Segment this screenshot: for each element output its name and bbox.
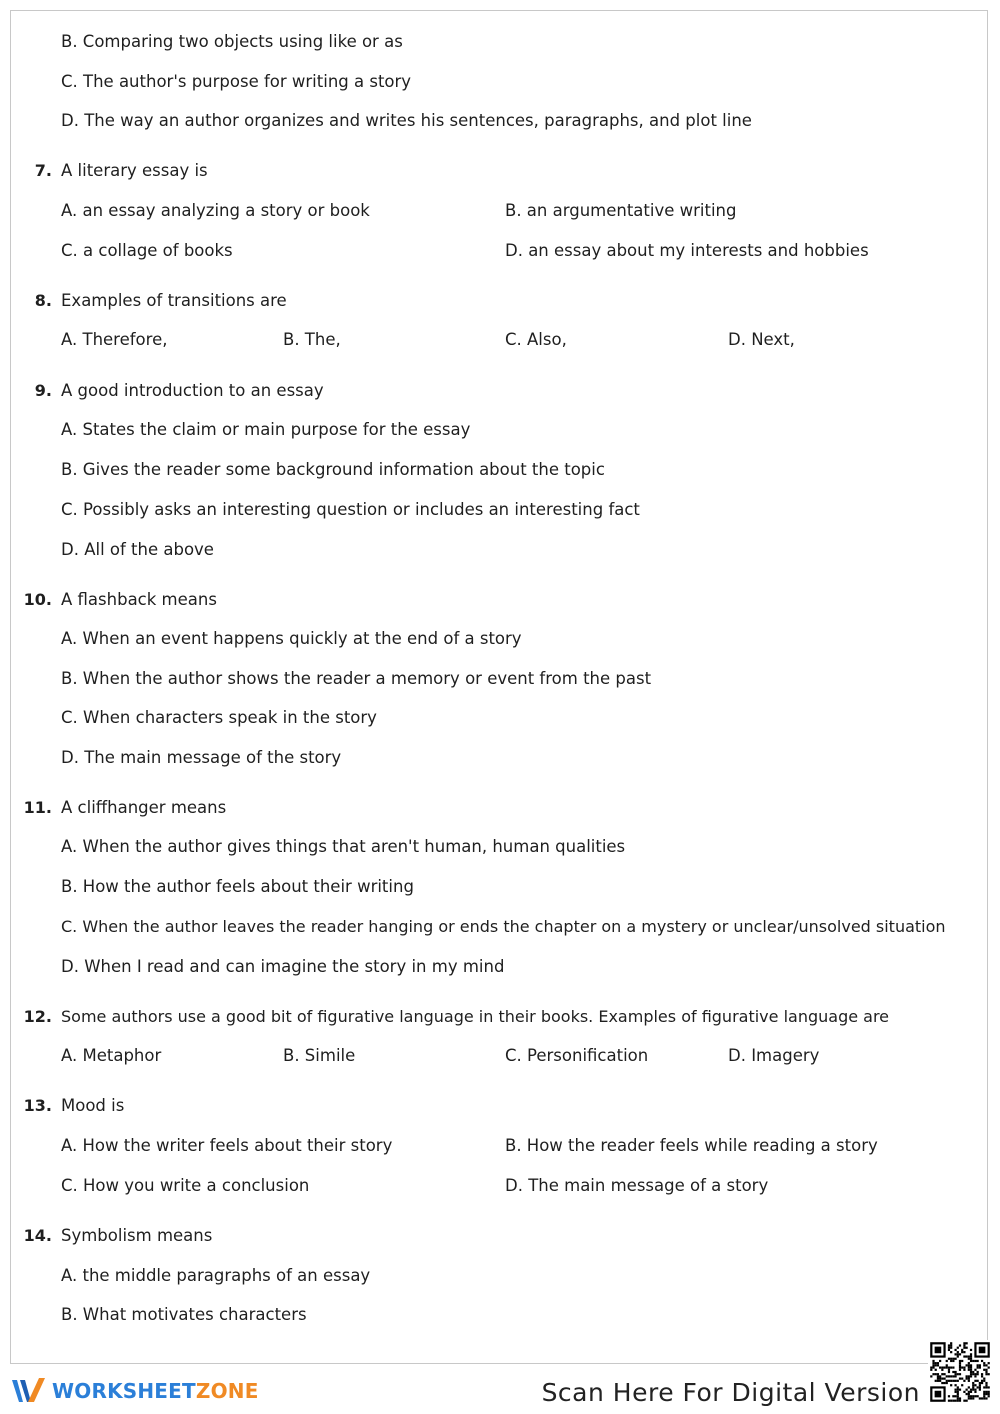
question-stem: A cliffhanger means <box>61 798 227 817</box>
option-text: B. Comparing two objects using like or as <box>61 32 403 51</box>
option-text: A. the middle paragraphs of an essay <box>61 1266 371 1285</box>
question-stem: A good introduction to an essay <box>61 381 324 400</box>
question-number: 11. <box>23 798 52 817</box>
question-stem: A literary essay is <box>61 161 208 180</box>
worksheetzone-logo-icon <box>10 1376 48 1406</box>
question-number: 12. <box>23 1007 52 1026</box>
option-text: B. How the reader feels while reading a story <box>505 1136 878 1155</box>
option-text: C. How you write a conclusion <box>61 1176 310 1195</box>
option-text: C. When characters speak in the story <box>61 708 377 727</box>
logo-word-zone: ZONE <box>195 1379 259 1403</box>
option-text: A. States the claim or main purpose for the essay <box>61 420 471 439</box>
option-text: C. The author's purpose for writing a story <box>61 72 412 91</box>
option-text: D. The way an author organizes and writes his sentences, paragraphs, and plot line <box>61 111 752 130</box>
question-stem: Some authors use a good bit of figurative language in their books. Examples of figurative language are <box>61 1007 890 1026</box>
question-number: 7. <box>34 161 52 180</box>
option-text: C. a collage of books <box>61 241 233 260</box>
question-number: 10. <box>23 590 52 609</box>
logo-word-worksheet: WORKSHEET <box>52 1379 196 1403</box>
option-text: D. All of the above <box>61 540 214 559</box>
option-text: D. When I read and can imagine the story in my mind <box>61 957 505 976</box>
question-number: 13. <box>23 1096 52 1115</box>
option-text: C. When the author leaves the reader hanging or ends the chapter on a mystery or unclear/unsolved situation <box>61 917 946 936</box>
page-footer <box>0 1364 1000 1414</box>
question-number: 14. <box>23 1226 52 1245</box>
scan-instruction: Scan Here For Digital Version <box>541 1378 920 1407</box>
question-number: 8. <box>34 291 52 310</box>
option-text: B. Simile <box>283 1046 356 1065</box>
option-text: C. Also, <box>505 330 567 349</box>
worksheetzone-logo[interactable] <box>10 1376 259 1406</box>
option-text: D. The main message of a story <box>505 1176 769 1195</box>
option-text: A. When the author gives things that aren't human, human qualities <box>61 837 626 856</box>
question-stem: Mood is <box>61 1096 125 1115</box>
question-stem: A flashback means <box>61 590 217 609</box>
option-text: A. Metaphor <box>61 1046 162 1065</box>
option-text: B. When the author shows the reader a memory or event from the past <box>61 669 652 688</box>
option-text: B. How the author feels about their writing <box>61 877 414 896</box>
option-text: D. Imagery <box>728 1046 820 1065</box>
option-text: A. How the writer feels about their story <box>61 1136 393 1155</box>
option-text: D. The main message of the story <box>61 748 342 767</box>
option-text: D. an essay about my interests and hobbies <box>505 241 869 260</box>
option-text: D. Next, <box>728 330 795 349</box>
qr-code-icon[interactable] <box>928 1340 992 1404</box>
option-text: A. Therefore, <box>61 330 168 349</box>
option-text: C. Personification <box>505 1046 649 1065</box>
option-text: B. an argumentative writing <box>505 201 737 220</box>
logo-wordmark <box>52 1379 259 1403</box>
option-text: B. What motivates characters <box>61 1305 307 1324</box>
option-text: B. Gives the reader some background information about the topic <box>61 460 605 479</box>
option-text: A. When an event happens quickly at the end of a story <box>61 629 522 648</box>
option-text: A. an essay analyzing a story or book <box>61 201 370 220</box>
question-stem: Symbolism means <box>61 1226 213 1245</box>
option-text: B. The, <box>283 330 341 349</box>
option-text: C. Possibly asks an interesting question or includes an interesting fact <box>61 500 640 519</box>
question-stem: Examples of transitions are <box>61 291 287 310</box>
question-number: 9. <box>34 381 52 400</box>
